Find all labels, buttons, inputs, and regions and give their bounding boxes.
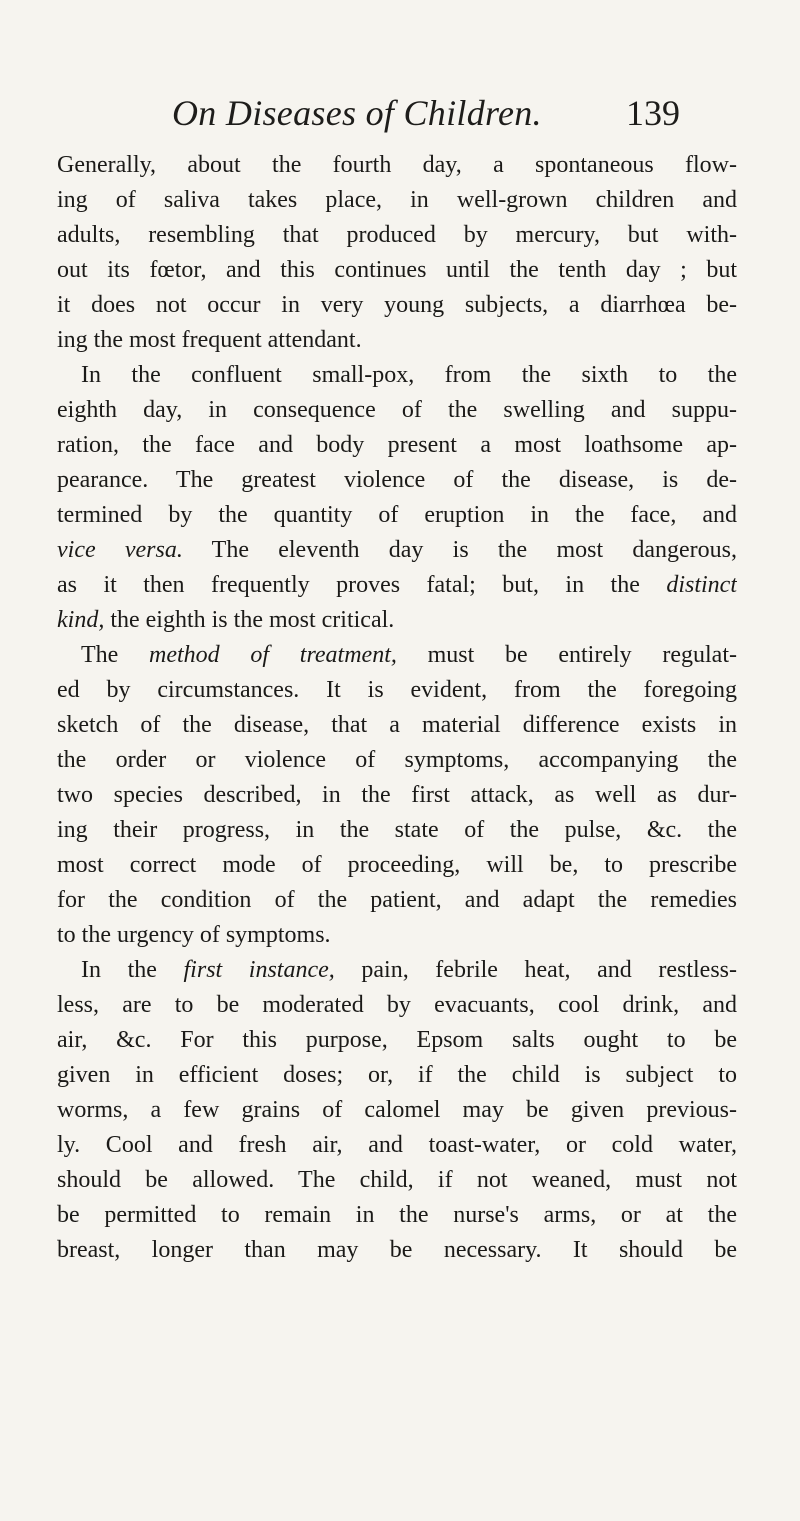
text-run: must be entirely regulat-: [396, 642, 737, 668]
italic-phrase: method of treatment,: [149, 642, 397, 668]
text-line: two species described, in the first attack, as well as dur-: [57, 782, 737, 808]
text-line: most correct mode of proceeding, will be, to prescribe: [57, 852, 737, 878]
text-line: [57, 533, 737, 568]
text-line: ing the most frequent attendant.: [57, 327, 362, 353]
text-line: sketch of the disease, that a material difference exists in: [57, 712, 737, 738]
text-run: The: [81, 642, 150, 668]
text-line: out its fœtor, and this continues until the tenth day ; but: [57, 257, 737, 283]
running-title: On Diseases of Children.: [172, 93, 542, 133]
text-line: it does not occur in very young subjects, a diarrhœa be-: [57, 292, 737, 318]
text-line: Generally, about the fourth day, a spontaneous flow-: [57, 152, 737, 178]
italic-phrase: first instance,: [183, 957, 335, 983]
text-line: pearance. The greatest violence of the disease, is de-: [57, 467, 737, 493]
text-line: less, are to be moderated by evacuants, cool drink, and: [57, 992, 737, 1018]
text-run: the eighth is the most critical.: [104, 607, 395, 633]
text-run: as it then frequently proves fatal; but, in the: [57, 572, 667, 598]
text-line: given in efficient doses; or, if the child is subject to: [57, 1062, 737, 1088]
page-number: 139: [626, 93, 680, 133]
text-line: be permitted to remain in the nurse's arms, or at the: [57, 1202, 737, 1228]
text-line: [57, 638, 737, 673]
text-line: adults, resembling that produced by mercury, but with-: [57, 222, 737, 248]
text-line: for the condition of the patient, and adapt the remedies: [57, 887, 737, 913]
text-line: ration, the face and body present a most loathsome ap-: [57, 432, 737, 458]
text-run: In the: [81, 957, 184, 983]
text-line: ing of saliva takes place, in well-grown children and: [57, 187, 737, 213]
text-line: ly. Cool and fresh air, and toast-water, or cold water,: [57, 1132, 737, 1158]
text-line: should be allowed. The child, if not weaned, must not: [57, 1167, 737, 1193]
text-line: the order or violence of symptoms, accompanying the: [57, 747, 737, 773]
text-line: breast, longer than may be necessary. It should be: [57, 1237, 737, 1263]
text-line: air, &c. For this purpose, Epsom salts ought to be: [57, 1027, 737, 1053]
text-run: pain, febrile heat, and restless-: [334, 957, 737, 983]
text-line: eighth day, in consequence of the swelling and suppu-: [57, 397, 737, 423]
text-line: [57, 568, 737, 603]
text-line: worms, a few grains of calomel may be given previous-: [57, 1097, 737, 1123]
italic-phrase: kind,: [57, 607, 105, 633]
italic-phrase: vice versa.: [57, 537, 183, 563]
running-head: [0, 92, 800, 138]
text-line: termined by the quantity of eruption in the face, and: [57, 502, 737, 528]
text-line: [57, 953, 737, 988]
body-text: [57, 148, 737, 1268]
text-line: ed by circumstances. It is evident, from the foregoing: [57, 677, 737, 703]
text-line: to the urgency of symptoms.: [57, 922, 331, 948]
text-run: The eleventh day is the most dangerous,: [182, 537, 737, 563]
text-line: In the confluent small-pox, from the sixth to the: [81, 362, 737, 388]
italic-phrase: distinct: [666, 572, 737, 598]
text-line: ing their progress, in the state of the pulse, &c. the: [57, 817, 737, 843]
text-line: [57, 603, 737, 638]
